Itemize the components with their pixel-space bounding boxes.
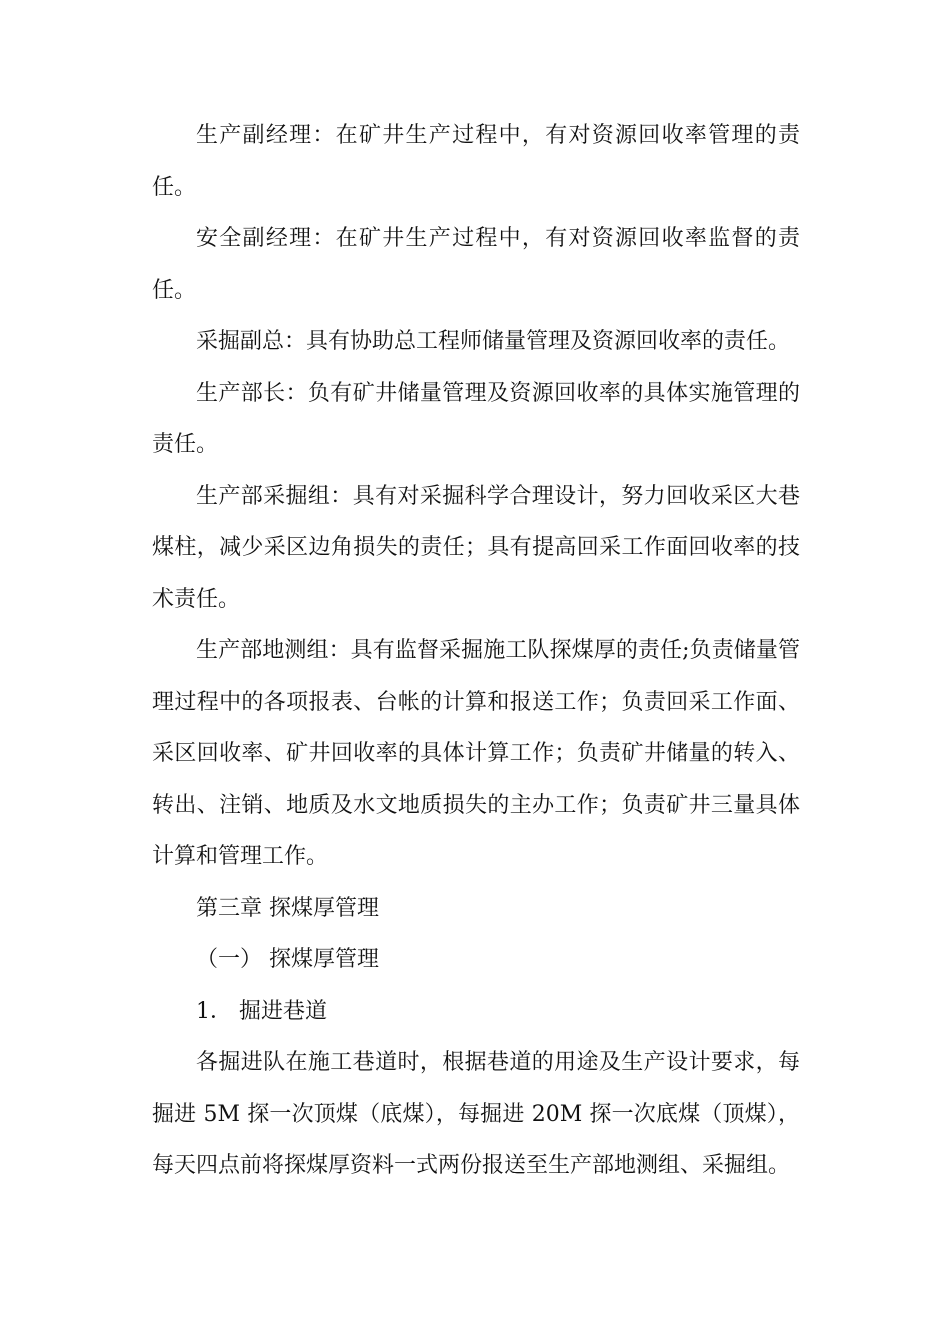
document-page: [152, 110, 800, 1192]
paragraph-survey-group: 生产部地测组：具有监督采掘施工队探煤厚的责任;负责储量管理过程中的各项报表、台帐的计算和报送工作；负责回采工作面、采区回收率、矿井回收率的具体计算工作；负责矿井储量的转入、转出、注销、地质及水文地质损失的主办工作；负责矿井三量具体计算和管理工作。: [152, 638, 800, 869]
section-title: （一） 探煤厚管理: [196, 947, 379, 972]
paragraph-production-minister: 生产部长：负有矿井储量管理及资源回收率的具体实施管理的责任。: [152, 380, 800, 457]
paragraph-mining-deputy-chief: 采掘副总：具有协助总工程师储量管理及资源回收率的责任。: [196, 329, 791, 354]
paragraph-safety-deputy-manager: 安全副经理：在矿井生产过程中，有对资源回收率监督的责任。: [152, 226, 800, 303]
paragraph-production-deputy-manager: 生产副经理：在矿井生产过程中，有对资源回收率管理的责任。: [152, 123, 800, 200]
paragraph-tunnel-excavation: 各掘进队在施工巷道时，根据巷道的用途及生产设计要求，每掘进 5M 探一次顶煤（底煤），每掘进 20M 探一次底煤（顶煤），每天四点前将探煤厚资料一式两份报送至生产部地测组、采掘组。: [152, 1050, 800, 1178]
paragraph-mining-group: 生产部采掘组：具有对采掘科学合理设计，努力回收采区大巷煤柱，减少采区边角损失的责任；具有提高回采工作面回收率的技术责任。: [152, 483, 800, 612]
chapter-title: 第三章 探煤厚管理: [196, 895, 379, 921]
subsection-title: 1． 掘进巷道: [196, 998, 327, 1024]
